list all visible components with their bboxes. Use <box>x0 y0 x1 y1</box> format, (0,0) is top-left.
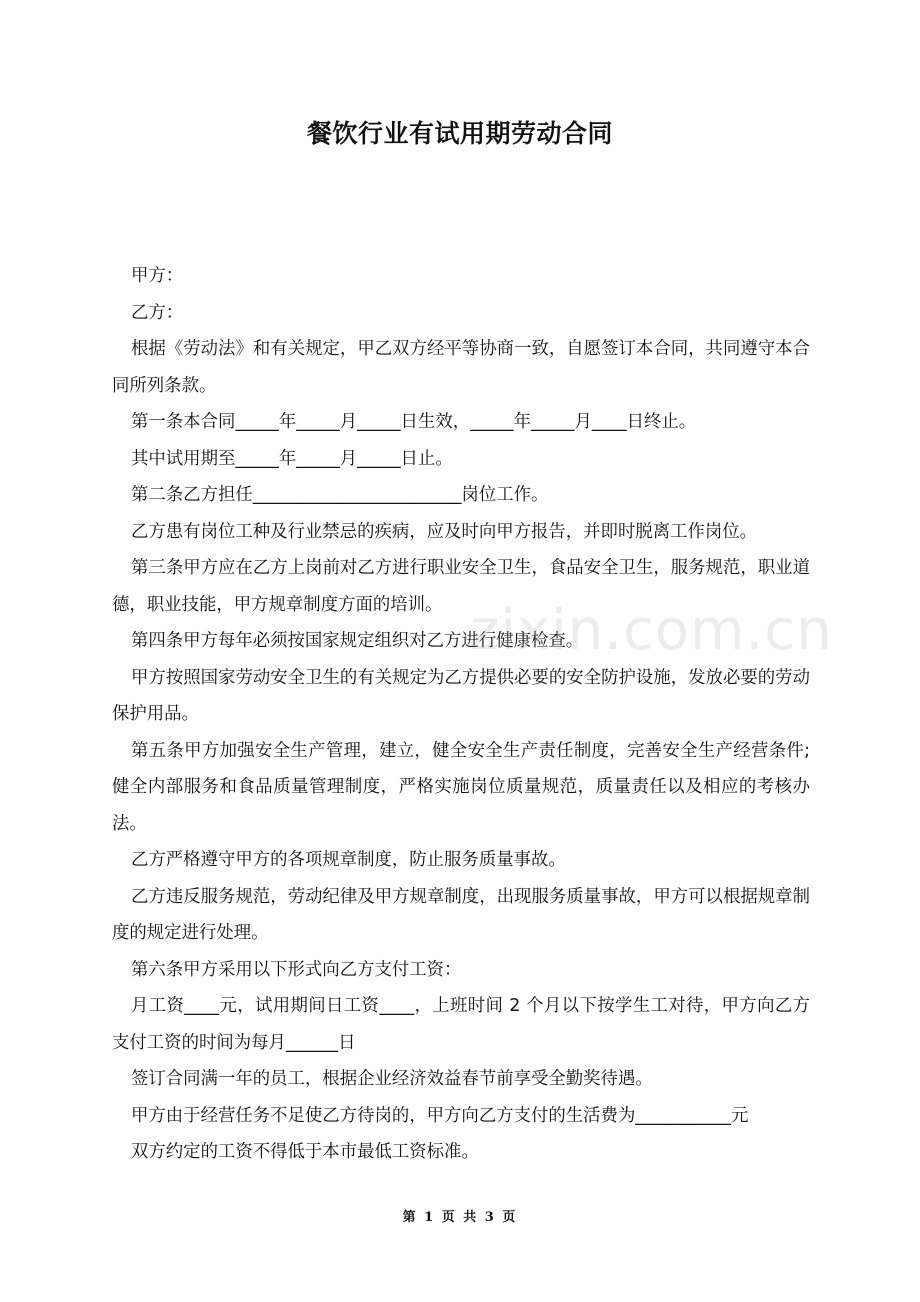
paragraph-article-2: 第二条乙方担任________________________岗位工作。 <box>131 485 549 505</box>
paragraph-minimum-wage: 双方约定的工资不得低于本市最低工资标准。 <box>131 1142 479 1162</box>
paragraph-violation: 乙方违反服务规范，劳动纪律及甲方规章制度，出现服务质量事故，甲方可以根据规章制度的规定进行处理。 <box>112 886 810 943</box>
watermark: zixin.com.cn <box>470 598 833 663</box>
paragraph-party-b: 乙方： <box>131 302 184 323</box>
paragraph-preamble: 根据《劳动法》和有关规定，甲乙双方经平等协商一致，自愿签订本合同，共同遵守本合同所列条款。 <box>112 339 810 396</box>
paragraph-disease-report: 乙方患有岗位工种及行业禁忌的疾病，应及时向甲方报告，并即时脱离工作岗位。 <box>131 521 758 542</box>
paragraph-probation: 其中试用期至_____年_____月_____日止。 <box>131 448 453 469</box>
paragraph-article-1: 第一条本合同_____年_____月_____日生效，_____年_____月____日终止。 <box>131 412 697 432</box>
paragraph-article-5: 第五条甲方加强安全生产管理，建立，健全安全生产责任制度，完善安全生产经营条件;健全内部服务和食品质量管理制度，严格实施岗位质量规范，质量责任以及相应的考核办法。 <box>112 740 810 834</box>
paragraph-protection: 甲方按照国家劳动安全卫生的有关规定为乙方提供必要的安全防护设施，发放必要的劳动保护用品。 <box>112 667 810 724</box>
paragraph-article-4: 第四条甲方每年必须按国家规定组织对乙方进行健康检查。 <box>131 631 584 651</box>
paragraph-bonus: 签订合同满一年的员工，根据企业经济效益春节前享受全勤奖待遇。 <box>131 1069 653 1089</box>
paragraph-salary: 月工资____元，试用期间日工资____，上班时间 2 个月以下按学生工对待，甲方向乙方支付工资的时间为每月______日 <box>112 996 810 1053</box>
document-body <box>112 258 810 1171</box>
paragraph-standby-pay: 甲方由于经营任务不足使乙方待岗的，甲方向乙方支付的生活费为___________元 <box>131 1105 749 1126</box>
page-footer: 第 1 页 共 3 页 <box>402 1210 518 1225</box>
paragraph-rules-compliance: 乙方严格遵守甲方的各项规章制度，防止服务质量事故。 <box>131 850 566 870</box>
paragraph-article-6: 第六条甲方采用以下形式向乙方支付工资： <box>131 959 462 980</box>
paragraph-article-3: 第三条甲方应在乙方上岗前对乙方进行职业安全卫生，食品安全卫生，服务规范，职业道德，职业技能，甲方规章制度方面的培训。 <box>112 558 810 615</box>
paragraph-party-a: 甲方： <box>131 266 184 286</box>
document-title: 餐饮行业有试用期劳动合同 <box>306 119 613 148</box>
